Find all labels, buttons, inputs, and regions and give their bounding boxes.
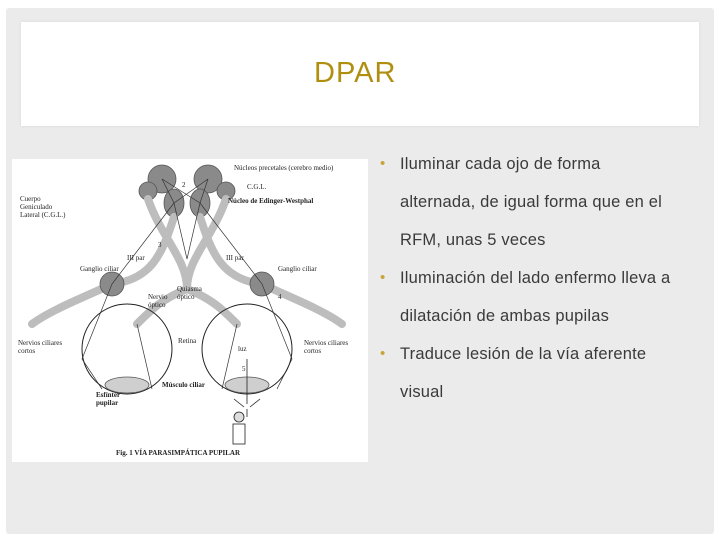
label-luz: luz <box>238 345 247 353</box>
label-nervios-left: Nervios ciliares cortos <box>18 339 63 355</box>
bullet-item <box>380 335 680 411</box>
bullet-item <box>380 145 680 259</box>
label-cgl-short: C.G.L. <box>247 183 267 191</box>
bullet-text: Traduce lesión de la vía aferente visual <box>400 345 647 401</box>
label-iii-right: III par <box>226 254 244 262</box>
bullet-text: Iluminar cada ojo de forma alternada, de igual forma que en el RFM, unas 5 veces <box>400 155 663 249</box>
label-cgl-long: Cuerpo Geniculado Lateral (C.G.L.) <box>20 195 66 219</box>
bullet-text: Iluminación del lado enfermo lleva a dilatación de ambas pupilas <box>400 269 671 325</box>
label-num-4: 4 <box>278 293 282 301</box>
label-num-2: 2 <box>182 181 186 189</box>
label-edinger-westphal: Núcleo de Edinger-Westphal <box>228 197 314 205</box>
bullet-list <box>380 145 680 411</box>
light-source <box>233 424 245 444</box>
label-musculo: Músculo ciliar <box>162 381 205 389</box>
label-ganglio-right: Ganglio ciliar <box>278 265 317 273</box>
ciliary-path-left <box>32 284 112 324</box>
label-nervio-optico: Nervio óptico <box>148 293 168 309</box>
light-bulb-icon <box>234 412 244 422</box>
label-iii-left: III par <box>127 254 145 262</box>
label-num-3: 3 <box>158 241 162 249</box>
slide-title: DPAR <box>314 57 397 89</box>
label-retina: Retina <box>178 337 197 345</box>
pupillary-pathway-diagram <box>12 159 368 462</box>
label-pretectal: Núcleos precetales (cerebro medio) <box>234 164 334 172</box>
label-nervios-right: Nervios ciliares cortos <box>304 339 349 355</box>
label-esfinter: Esfínter pupilar <box>96 391 120 407</box>
label-quiasma: Quiasma óptico <box>177 285 202 301</box>
label-ganglio-left: Ganglio ciliar <box>80 265 119 273</box>
bullet-item <box>380 259 680 335</box>
ciliary-path-right <box>262 284 342 324</box>
label-caption: Fig. 1 VÍA PARASIMPÁTICA PUPILAR <box>116 449 240 457</box>
label-num-5: 5 <box>242 365 246 373</box>
